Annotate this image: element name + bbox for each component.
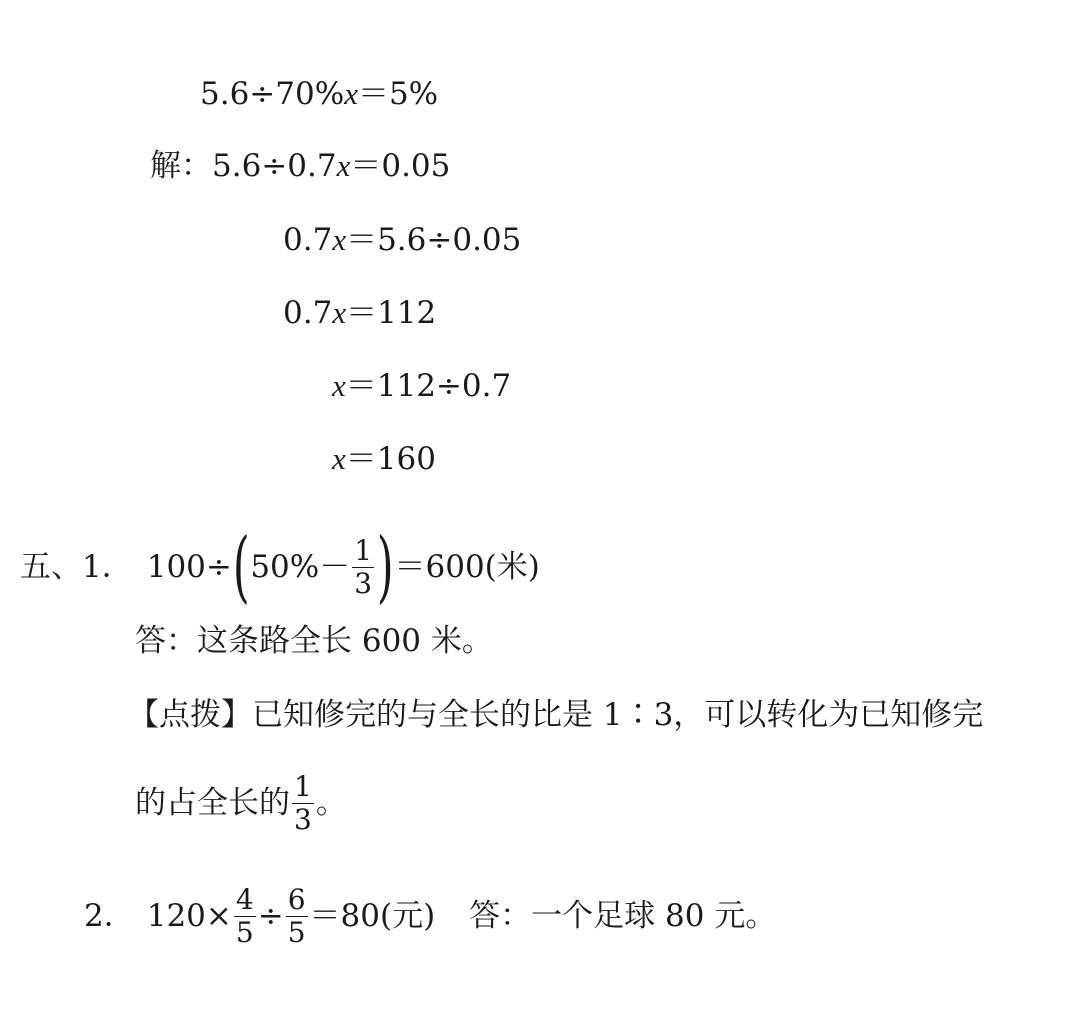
step-1-pre: 5.6÷0.7 — [212, 148, 337, 184]
solve-step-2 — [283, 224, 521, 256]
q2-fraction-2 — [286, 882, 308, 949]
equation-right: ＝5% — [357, 76, 439, 112]
step-3-variable: x — [332, 295, 347, 330]
q1-expr-pre: 100÷ — [146, 548, 232, 585]
step-3-pre: 0.7 — [283, 295, 333, 331]
solve-step-4 — [332, 370, 511, 402]
q1-number: 1． — [82, 548, 133, 585]
equation-left: 5.6÷70% — [200, 76, 345, 112]
solve-step-5 — [332, 443, 436, 475]
hint-fraction — [292, 769, 314, 836]
q1-hint-line-1: 【点拨】已知修完的与全长的比是 1∶3，可以转化为已知修完 — [128, 697, 984, 733]
q2-number: 2． — [84, 897, 135, 934]
q1-answer: 答：这条路全长 600 米。 — [135, 623, 493, 659]
step-2-pre: 0.7 — [283, 222, 333, 258]
q1-expr-post: ＝600(米) — [394, 548, 540, 585]
q2-frac1-denominator: 5 — [235, 915, 254, 949]
q2-divide: ÷ — [257, 897, 284, 934]
left-paren: ( — [232, 522, 250, 612]
step-5-post: ＝160 — [345, 441, 436, 477]
step-5-variable: x — [332, 441, 346, 476]
q1-expression-line — [20, 512, 540, 622]
q1-percent: 50%－ — [250, 548, 351, 585]
hint-frac-denominator: 3 — [294, 802, 312, 836]
q2-answer: 答：一个足球 80 元。 — [469, 897, 777, 934]
solve-step-1 — [150, 150, 450, 182]
solve-label: 解： — [150, 148, 212, 184]
hint-line-2-pre: 的占全长的 — [135, 784, 290, 821]
q2-expr-post: ＝80(元) — [309, 897, 436, 934]
q1-frac-numerator: 1 — [354, 533, 373, 567]
step-2-variable: x — [332, 222, 347, 257]
q2-expr-pre: 120× — [146, 897, 232, 934]
step-4-variable: x — [332, 368, 346, 403]
step-4-post: ＝112÷0.7 — [345, 368, 512, 404]
q2-frac2-denominator: 5 — [287, 915, 306, 949]
step-2-post: ＝5.6÷0.05 — [346, 222, 522, 258]
q2-frac1-numerator: 4 — [235, 882, 254, 916]
equation-variable: x — [344, 76, 358, 111]
q1-hint-line-2 — [135, 758, 347, 848]
step-1-post: ＝0.05 — [350, 148, 451, 184]
q2-expression-line — [84, 873, 776, 959]
hint-frac-numerator: 1 — [294, 769, 312, 803]
step-1-variable: x — [336, 148, 351, 183]
section-label: 五、 — [20, 548, 82, 585]
q1-fraction — [352, 533, 374, 600]
step-3-post: ＝112 — [346, 295, 437, 331]
hint-line-2-post: 。 — [315, 784, 347, 821]
solve-step-3 — [283, 297, 436, 329]
q2-fraction-1 — [234, 882, 256, 949]
q1-frac-denominator: 3 — [354, 566, 373, 600]
right-paren: ) — [376, 522, 394, 612]
q2-frac2-numerator: 6 — [287, 882, 306, 916]
equation-line — [200, 78, 438, 110]
